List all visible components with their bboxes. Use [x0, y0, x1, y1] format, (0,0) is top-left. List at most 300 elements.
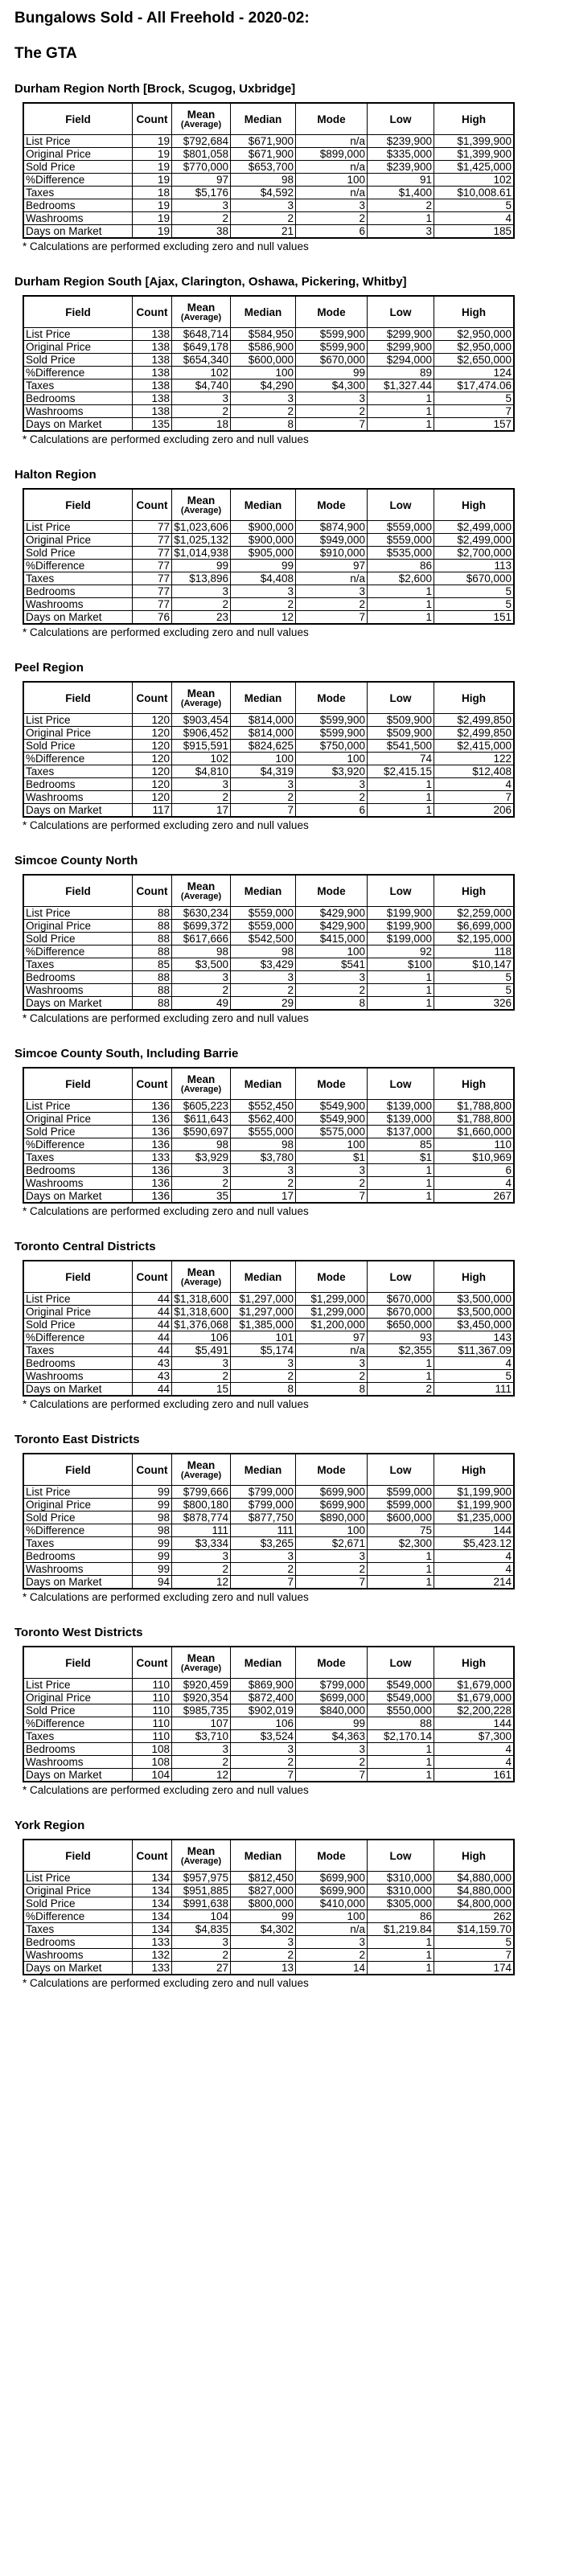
table-row [23, 354, 514, 367]
table-cell-mode: 2 [296, 1370, 368, 1383]
table-row [23, 1897, 514, 1910]
column-header-label: Mean [187, 109, 216, 121]
table-cell-mode: $575,000 [296, 1126, 368, 1138]
table-cell-field: Days on Market [23, 997, 133, 1011]
table-cell-low: $199,900 [368, 907, 434, 920]
table-cell-high: $1,425,000 [434, 161, 515, 174]
table-row [23, 1910, 514, 1923]
table-cell-high: $3,500,000 [434, 1293, 515, 1306]
table-cell-field: Days on Market [23, 1576, 133, 1589]
table-row [23, 598, 514, 611]
stats-table [23, 1260, 515, 1397]
table-cell-mode: $699,000 [296, 1692, 368, 1704]
table-cell-low: 2 [368, 199, 434, 212]
table-cell-high: $1,679,000 [434, 1692, 515, 1704]
table-cell-median: 13 [231, 1962, 296, 1975]
table-row [23, 1319, 514, 1331]
stats-table [23, 488, 515, 625]
table-cell-high: 5 [434, 1370, 515, 1383]
table-cell-count: 138 [133, 341, 172, 354]
table-cell-count: 136 [133, 1113, 172, 1126]
column-header-label: Field [65, 498, 91, 511]
column-header-label: Mode [317, 691, 346, 704]
table-cell-field: Taxes [23, 765, 133, 778]
table-header-row [23, 682, 514, 714]
table-cell-mode: $840,000 [296, 1704, 368, 1717]
table-cell-mode: $750,000 [296, 740, 368, 753]
table-cell-median: 3 [231, 1743, 296, 1756]
column-header-low [368, 1454, 434, 1486]
table-cell-low: $509,900 [368, 714, 434, 727]
table-cell-low: 1 [368, 1936, 434, 1949]
column-header-field [23, 1454, 133, 1486]
table-cell-low: $2,600 [368, 572, 434, 585]
table-cell-mode: n/a [296, 161, 368, 174]
table-cell-mean: 3 [172, 1550, 231, 1563]
table-cell-field: Taxes [23, 1344, 133, 1357]
table-cell-high: 4 [434, 1357, 515, 1370]
table-cell-low: 1 [368, 984, 434, 997]
table-cell-high: $2,650,000 [434, 354, 515, 367]
region-title: Toronto East Districts [14, 1433, 140, 1446]
column-header-count [133, 296, 172, 328]
table-cell-mode: 97 [296, 560, 368, 572]
column-header-high [434, 1647, 515, 1679]
table-cell-count: 136 [133, 1100, 172, 1113]
table-cell-low: 91 [368, 174, 434, 187]
table-cell-mean: $617,666 [172, 933, 231, 945]
table-cell-low: 1 [368, 1370, 434, 1383]
table-cell-mode: 7 [296, 1769, 368, 1782]
calculation-note: * Calculations are performed excluding zero and null values [23, 1205, 309, 1217]
column-header-count [133, 1840, 172, 1872]
column-header-median [231, 875, 296, 907]
table-cell-count: 110 [133, 1730, 172, 1743]
table-cell-median: $1,297,000 [231, 1293, 296, 1306]
table-cell-mean: 3 [172, 1357, 231, 1370]
table-cell-count: 136 [133, 1190, 172, 1204]
table-cell-count: 88 [133, 933, 172, 945]
table-cell-mean: $3,334 [172, 1537, 231, 1550]
table-cell-count: 94 [133, 1576, 172, 1589]
table-cell-high: 144 [434, 1524, 515, 1537]
table-cell-mean: 111 [172, 1524, 231, 1537]
table-row [23, 714, 514, 727]
column-header-median [231, 1840, 296, 1872]
table-cell-field: List Price [23, 714, 133, 727]
column-header-label: Field [65, 884, 91, 897]
table-cell-high: $2,950,000 [434, 341, 515, 354]
table-cell-high: $10,147 [434, 958, 515, 971]
table-row [23, 1293, 514, 1306]
table-row [23, 1679, 514, 1692]
table-row [23, 572, 514, 585]
table-cell-low: 93 [368, 1331, 434, 1344]
column-header-mode [296, 1261, 368, 1293]
table-cell-field: Bedrooms [23, 1357, 133, 1370]
column-header-sublabel: (Average) [180, 892, 222, 901]
table-cell-mean: 2 [172, 1370, 231, 1383]
table-cell-median: 8 [231, 1383, 296, 1397]
table-row [23, 1576, 514, 1589]
table-row [23, 1164, 514, 1177]
table-cell-mode: 2 [296, 405, 368, 418]
table-cell-mode: $799,000 [296, 1679, 368, 1692]
table-cell-mean: $801,058 [172, 148, 231, 161]
table-cell-mean: $654,340 [172, 354, 231, 367]
column-header-count [133, 1068, 172, 1100]
table-cell-field: Washrooms [23, 1370, 133, 1383]
table-cell-high: 5 [434, 971, 515, 984]
table-cell-mode: 3 [296, 1550, 368, 1563]
table-header-row [23, 489, 514, 521]
region-title: Peel Region [14, 661, 84, 675]
column-header-field [23, 103, 133, 135]
column-header-label: High [462, 1656, 486, 1669]
table-cell-mode: 2 [296, 791, 368, 804]
table-cell-median: $902,019 [231, 1704, 296, 1717]
table-cell-field: Days on Market [23, 1383, 133, 1397]
table-cell-field: Taxes [23, 1537, 133, 1550]
table-cell-field: Washrooms [23, 1949, 133, 1962]
column-header-mean [172, 489, 231, 521]
table-cell-median: 2 [231, 1949, 296, 1962]
table-cell-high: 143 [434, 1331, 515, 1344]
column-header-label: High [462, 691, 486, 704]
table-cell-mode: 7 [296, 1576, 368, 1589]
table-cell-high: $1,399,900 [434, 135, 515, 148]
table-row [23, 1113, 514, 1126]
table-cell-high: $4,880,000 [434, 1885, 515, 1897]
table-cell-count: 133 [133, 1151, 172, 1164]
column-header-field [23, 296, 133, 328]
table-cell-mean: $648,714 [172, 328, 231, 341]
table-cell-mean: 3 [172, 1164, 231, 1177]
table-cell-median: $559,000 [231, 907, 296, 920]
table-cell-mean: $878,774 [172, 1512, 231, 1524]
table-row [23, 148, 514, 161]
table-cell-high: $2,259,000 [434, 907, 515, 920]
table-cell-count: 77 [133, 585, 172, 598]
table-cell-median: 3 [231, 1550, 296, 1563]
table-cell-low: $549,000 [368, 1692, 434, 1704]
column-header-label: Mode [317, 498, 346, 511]
table-cell-median: $555,000 [231, 1126, 296, 1138]
column-header-median [231, 1261, 296, 1293]
column-header-median [231, 1454, 296, 1486]
table-cell-count: 136 [133, 1177, 172, 1190]
region-title: Halton Region [14, 468, 97, 482]
table-header-row [23, 103, 514, 135]
table-row [23, 1331, 514, 1344]
table-cell-mean: 2 [172, 791, 231, 804]
column-header-mean [172, 1068, 231, 1100]
column-header-label: Count [136, 884, 168, 897]
table-cell-count: 44 [133, 1331, 172, 1344]
column-header-label: Field [65, 113, 91, 125]
region-title: York Region [14, 1819, 85, 1832]
table-cell-count: 19 [133, 199, 172, 212]
column-header-mean [172, 1647, 231, 1679]
table-cell-median: $1,297,000 [231, 1306, 296, 1319]
table-cell-mean: 2 [172, 212, 231, 225]
table-cell-mode: 7 [296, 418, 368, 432]
table-cell-mode: 3 [296, 585, 368, 598]
table-row [23, 791, 514, 804]
table-cell-low: 86 [368, 1910, 434, 1923]
table-cell-mode: 3 [296, 1164, 368, 1177]
table-cell-count: 19 [133, 174, 172, 187]
table-row [23, 1486, 514, 1499]
column-header-field [23, 489, 133, 521]
table-cell-mean: $1,025,132 [172, 534, 231, 547]
table-cell-count: 99 [133, 1499, 172, 1512]
table-cell-high: 326 [434, 997, 515, 1011]
table-cell-mean: $1,014,938 [172, 547, 231, 560]
table-cell-mean: $1,023,606 [172, 521, 231, 534]
table-cell-count: 44 [133, 1306, 172, 1319]
table-cell-low: 1 [368, 1164, 434, 1177]
table-cell-field: Days on Market [23, 611, 133, 625]
table-cell-median: $5,174 [231, 1344, 296, 1357]
table-cell-low: 74 [368, 753, 434, 765]
table-cell-mean: $699,372 [172, 920, 231, 933]
column-header-label: Low [389, 306, 412, 318]
table-cell-low: 1 [368, 1177, 434, 1190]
column-header-label: Mean [187, 301, 216, 314]
table-row [23, 1769, 514, 1782]
column-header-label: Mean [187, 494, 216, 507]
region-section [14, 82, 547, 252]
table-cell-median: $584,950 [231, 328, 296, 341]
table-cell-low: $541,500 [368, 740, 434, 753]
column-header-label: Median [244, 1077, 282, 1090]
table-cell-high: 4 [434, 1177, 515, 1190]
column-header-field [23, 1647, 133, 1679]
table-cell-field: Original Price [23, 1113, 133, 1126]
table-cell-field: Sold Price [23, 1704, 133, 1717]
table-cell-median: $600,000 [231, 354, 296, 367]
table-cell-median: 111 [231, 1524, 296, 1537]
table-cell-median: 12 [231, 611, 296, 625]
table-cell-low: 1 [368, 1550, 434, 1563]
column-header-label: Count [136, 691, 168, 704]
table-cell-field: Sold Price [23, 1319, 133, 1331]
column-header-field [23, 682, 133, 714]
table-cell-high: $4,800,000 [434, 1897, 515, 1910]
table-cell-field: Bedrooms [23, 585, 133, 598]
table-cell-count: 134 [133, 1910, 172, 1923]
table-cell-count: 77 [133, 598, 172, 611]
table-cell-count: 88 [133, 984, 172, 997]
region-section [14, 1240, 547, 1410]
table-cell-median: $799,000 [231, 1486, 296, 1499]
table-cell-low: 1 [368, 598, 434, 611]
table-cell-high: $2,950,000 [434, 328, 515, 341]
table-cell-high: $2,499,850 [434, 727, 515, 740]
table-cell-count: 110 [133, 1717, 172, 1730]
table-cell-mean: 2 [172, 598, 231, 611]
table-cell-mode: 3 [296, 778, 368, 791]
table-cell-mode: $890,000 [296, 1512, 368, 1524]
column-header-low [368, 489, 434, 521]
table-cell-low: $600,000 [368, 1512, 434, 1524]
column-header-high [434, 1454, 515, 1486]
table-cell-mode: n/a [296, 1923, 368, 1936]
region-title: Toronto West Districts [14, 1626, 143, 1639]
column-header-sublabel: (Average) [180, 1663, 222, 1673]
column-header-field [23, 1261, 133, 1293]
table-cell-field: Original Price [23, 1885, 133, 1897]
table-cell-field: Washrooms [23, 598, 133, 611]
table-cell-field: %Difference [23, 753, 133, 765]
table-cell-median: $671,900 [231, 135, 296, 148]
column-header-high [434, 1840, 515, 1872]
table-cell-field: Washrooms [23, 984, 133, 997]
table-cell-median: $824,625 [231, 740, 296, 753]
table-cell-mean: 3 [172, 1936, 231, 1949]
region-section [14, 1626, 547, 1796]
column-header-high [434, 1261, 515, 1293]
table-cell-count: 77 [133, 547, 172, 560]
stats-table [23, 1646, 515, 1782]
column-header-label: Mode [317, 1077, 346, 1090]
table-cell-high: $7,300 [434, 1730, 515, 1743]
column-header-label: Count [136, 1463, 168, 1476]
table-cell-median: 106 [231, 1717, 296, 1730]
column-header-median [231, 1068, 296, 1100]
table-cell-count: 134 [133, 1872, 172, 1885]
table-cell-field: %Difference [23, 367, 133, 379]
table-cell-count: 138 [133, 354, 172, 367]
table-cell-low: 1 [368, 1576, 434, 1589]
column-header-median [231, 682, 296, 714]
table-row [23, 199, 514, 212]
table-cell-count: 85 [133, 958, 172, 971]
table-cell-count: 44 [133, 1293, 172, 1306]
table-cell-mode: n/a [296, 1344, 368, 1357]
table-cell-high: 144 [434, 1717, 515, 1730]
table-cell-field: Washrooms [23, 791, 133, 804]
column-header-label: Median [244, 1270, 282, 1283]
table-cell-median: 3 [231, 1357, 296, 1370]
table-cell-mode: $599,900 [296, 727, 368, 740]
table-cell-mean: $1,318,600 [172, 1293, 231, 1306]
column-header-label: High [462, 1270, 486, 1283]
table-cell-count: 132 [133, 1949, 172, 1962]
table-cell-field: Taxes [23, 572, 133, 585]
table-cell-mode: $2,671 [296, 1537, 368, 1550]
column-header-label: Field [65, 1077, 91, 1090]
table-cell-count: 77 [133, 560, 172, 572]
table-cell-low: 85 [368, 1138, 434, 1151]
table-row [23, 135, 514, 148]
table-cell-count: 44 [133, 1344, 172, 1357]
table-cell-field: Days on Market [23, 804, 133, 818]
table-cell-mode: 3 [296, 199, 368, 212]
table-cell-median: 100 [231, 753, 296, 765]
table-cell-median: $4,302 [231, 1923, 296, 1936]
table-cell-mean: 2 [172, 984, 231, 997]
table-cell-mean: 98 [172, 945, 231, 958]
table-cell-field: List Price [23, 907, 133, 920]
table-cell-low: $1 [368, 1151, 434, 1164]
table-cell-mode: n/a [296, 135, 368, 148]
table-cell-mean: $957,975 [172, 1872, 231, 1885]
table-cell-median: $900,000 [231, 534, 296, 547]
table-cell-count: 99 [133, 1550, 172, 1563]
table-cell-mode: 2 [296, 1949, 368, 1962]
column-header-mean [172, 1840, 231, 1872]
table-cell-low: 1 [368, 611, 434, 625]
calculation-note: * Calculations are performed excluding zero and null values [23, 1591, 309, 1603]
column-header-count [133, 1647, 172, 1679]
table-row [23, 1512, 514, 1524]
table-cell-low: $137,000 [368, 1126, 434, 1138]
table-cell-high: 5 [434, 199, 515, 212]
table-row [23, 328, 514, 341]
table-cell-high: $2,415,000 [434, 740, 515, 753]
table-cell-field: Washrooms [23, 1563, 133, 1576]
column-header-count [133, 1454, 172, 1486]
table-cell-mode: 3 [296, 1936, 368, 1949]
column-header-sublabel: (Average) [180, 699, 222, 708]
table-cell-mean: $5,491 [172, 1344, 231, 1357]
region-title: Durham Region South [Ajax, Clarington, Oshawa, Pickering, Whitby] [14, 275, 407, 289]
column-header-label: Median [244, 1849, 282, 1862]
column-header-count [133, 875, 172, 907]
table-cell-count: 99 [133, 1537, 172, 1550]
table-cell-high: $1,399,900 [434, 148, 515, 161]
table-cell-count: 138 [133, 392, 172, 405]
table-cell-field: Original Price [23, 148, 133, 161]
table-cell-field: Taxes [23, 1151, 133, 1164]
table-cell-mean: $799,666 [172, 1486, 231, 1499]
table-cell-mode: $910,000 [296, 547, 368, 560]
column-header-label: Mean [187, 1266, 216, 1278]
table-cell-median: 29 [231, 997, 296, 1011]
table-cell-count: 104 [133, 1769, 172, 1782]
table-cell-mean: $1,318,600 [172, 1306, 231, 1319]
column-header-label: Low [389, 1463, 412, 1476]
table-cell-field: Washrooms [23, 212, 133, 225]
table-cell-mode: 100 [296, 174, 368, 187]
table-cell-mean: 2 [172, 1949, 231, 1962]
table-cell-median: 100 [231, 367, 296, 379]
table-header-row [23, 1840, 514, 1872]
table-row [23, 1151, 514, 1164]
table-row [23, 907, 514, 920]
table-cell-low: $139,000 [368, 1113, 434, 1126]
table-cell-median: 2 [231, 1177, 296, 1190]
table-cell-high: 102 [434, 174, 515, 187]
table-cell-median: 3 [231, 199, 296, 212]
table-cell-mean: $951,885 [172, 1885, 231, 1897]
table-cell-mode: $429,900 [296, 920, 368, 933]
table-cell-mode: $1,299,000 [296, 1306, 368, 1319]
table-cell-low: $239,900 [368, 161, 434, 174]
column-header-label: Low [389, 691, 412, 704]
table-cell-median: $800,000 [231, 1897, 296, 1910]
table-cell-mode: $699,900 [296, 1872, 368, 1885]
table-row [23, 1717, 514, 1730]
table-cell-low: 92 [368, 945, 434, 958]
table-row [23, 740, 514, 753]
table-cell-median: $799,000 [231, 1499, 296, 1512]
column-header-label: Low [389, 113, 412, 125]
column-header-count [133, 1261, 172, 1293]
table-row [23, 225, 514, 239]
